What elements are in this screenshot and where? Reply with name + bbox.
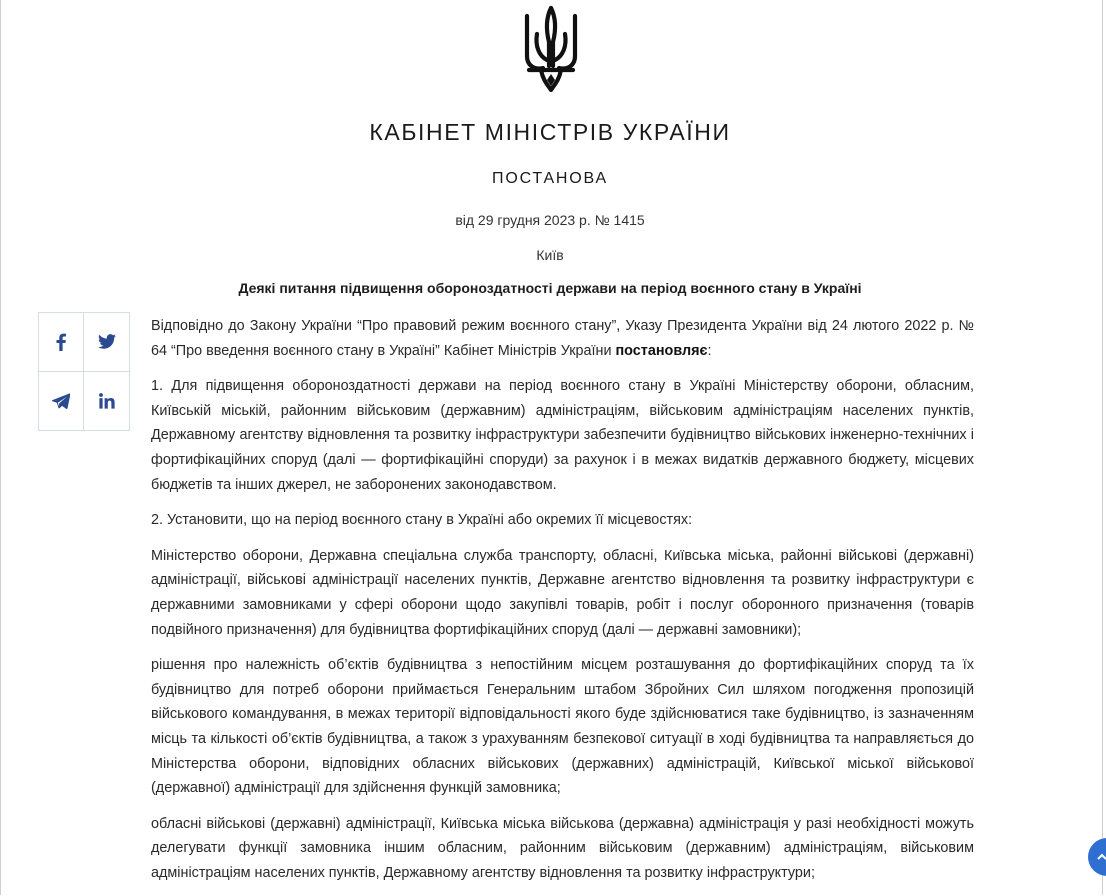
document-date-number: від 29 грудня 2023 р. № 1415	[455, 212, 645, 228]
paragraph-2: 2. Установити, що на період воєнного стану в Україні або окремих її місцевостях:	[151, 512, 693, 529]
intro-paragraph	[151, 314, 974, 363]
document-body	[151, 314, 974, 896]
paragraph-1: 1. Для підвищення обороноздатності держави на період воєнного стану в Україні Міністерству оборони, обласним, Київській міській, районним військовим (державним) адміністраціям, військовим адміністраціям населених пунктів, Державному агентству відновлення та розвитку інфраструктури забезпечити будівництво військових інженерно-технічних і фортифікаційних споруд (далі — фортифікаційні споруди) за рахунок і в межах видатків державного бюджету, місцевих бюджетів та інших джерел, не заборонених законодавством.	[151, 378, 974, 493]
paragraph-5: обласні військові (державні) адміністрації, Київська міська військова (державна) адміністрація у разі необхідності можуть делегувати функції замовника іншим обласним, районним військовим (державним) адміністраціям, військовим адміністраціям населених пунктів, Державному агентству відновлення та розвитку інфраструктури;	[151, 815, 974, 881]
share-linkedin-button[interactable]	[84, 372, 129, 431]
org-title: КАБІНЕТ МІНІСТРІВ УКРАЇНИ	[369, 119, 731, 145]
facebook-icon	[55, 333, 67, 351]
document-type: ПОСТАНОВА	[492, 170, 608, 187]
paragraph-4: рішення про належність об’єктів будівництва з непостійним місцем розташування до фортифікаційних споруд та їх будівництво для потреб оборони приймається Генеральним штабом Збройних Сил шляхом погодження пропозицій військового командування, в межах території відповідальності якого буде здійснюватися таке будівництво, із зазначенням місць та кількості об’єктів будівництва, а також з урахуванням безпекової ситуації в ході будівництва та направляється до Міністерства оборони, відповідних обласних військових (державних) адміністрацій, Київської міської військової (державної) адміністрації для здійснення функцій замовника;	[151, 657, 974, 797]
intro-bold-text: постановляє	[615, 342, 708, 359]
intro-text: Відповідно до Закону України “Про правовий режим воєнного стану”, Указу Президента України від 24 лютого 2022 р. № 64 “Про введення воєнного стану в Україні” Кабінет Міністрів України	[151, 318, 974, 359]
linkedin-icon	[99, 393, 115, 409]
intro-end: :	[707, 342, 712, 359]
telegram-icon	[52, 393, 70, 409]
share-twitter-button[interactable]	[84, 313, 129, 372]
trident-emblem-icon	[521, 4, 581, 94]
share-panel	[38, 312, 130, 431]
share-telegram-button[interactable]	[39, 372, 84, 431]
page-border-right	[1102, 0, 1103, 895]
document-heading: Деякі питання підвищення обороноздатності держави на період воєнного стану в Україні	[238, 280, 862, 296]
share-facebook-button[interactable]	[39, 313, 84, 372]
scroll-up-icon	[1096, 851, 1106, 863]
scroll-up-button[interactable]	[1088, 838, 1106, 876]
document-city: Київ	[536, 247, 564, 263]
twitter-icon	[98, 334, 116, 349]
paragraph-3: Міністерство оборони, Державна спеціальна служба транспорту, обласні, Київська міська, районні військові (державні) адміністрації, військові адміністрації населених пунктів, Державне агентство відновлення та розвитку інфраструктури є державними замовниками у сфері оборони щодо закупівлі товарів, робіт і послуг оборонного призначення (товарів подвійного призначення) для будівництва фортифікаційних споруд (далі — державні замовники);	[151, 547, 974, 638]
